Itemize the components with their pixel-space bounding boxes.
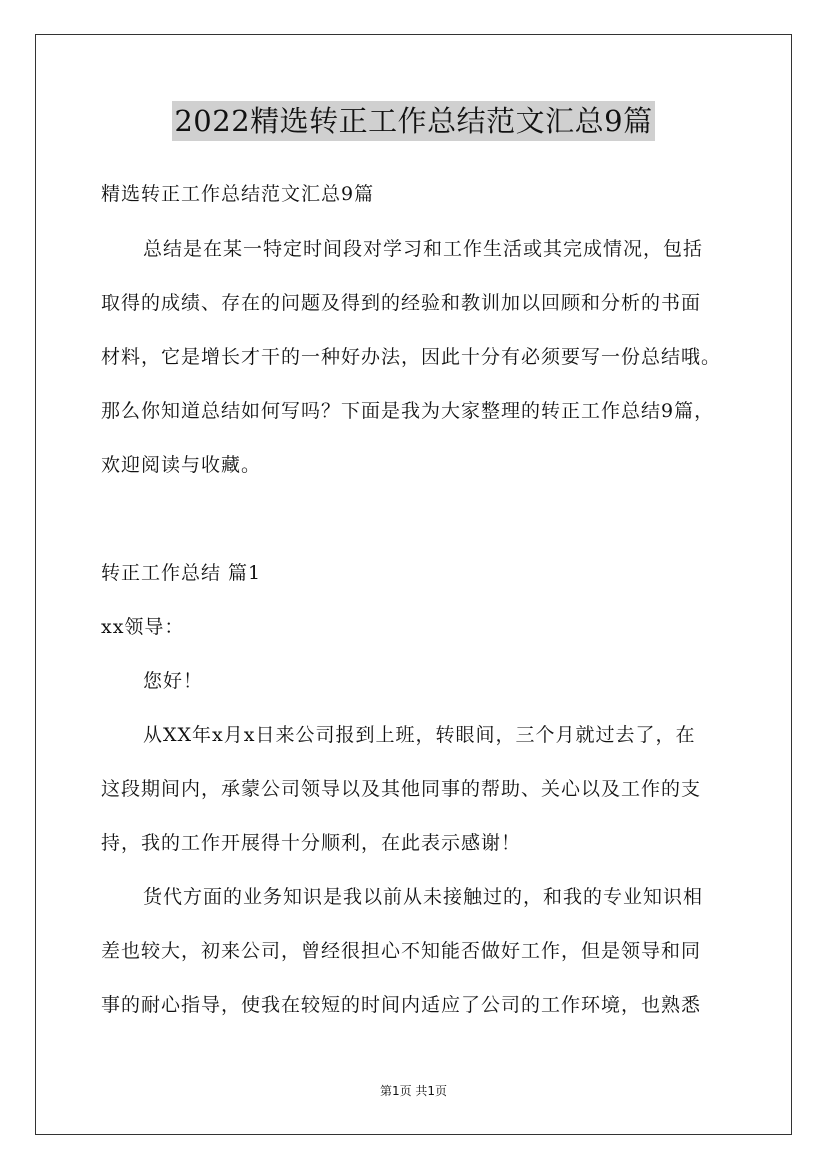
intro-line: 欢迎阅读与收藏。 [101, 454, 262, 476]
body-line: 货代方面的业务知识是我以前从未接触过的，和我的专业知识相 [143, 886, 704, 908]
section-heading: 转正工作总结 篇1 [101, 562, 262, 584]
document-subtitle: 精选转正工作总结范文汇总9篇 [101, 183, 375, 205]
intro-line: 总结是在某一特定时间段对学习和工作生活或其完成情况，包括 [143, 238, 704, 260]
intro-line: 那么你知道总结如何写吗？下面是我为大家整理的转正工作总结9篇， [101, 400, 715, 422]
body-line: 事的耐心指导，使我在较短的时间内适应了公司的工作环境，也熟悉 [101, 994, 702, 1016]
intro-line: 取得的成绩、存在的问题及得到的经验和教训加以回顾和分析的书面 [101, 292, 702, 314]
document-title: 2022精选转正工作总结范文汇总9篇 [172, 101, 654, 141]
page-footer: 第1页 共1页 [379, 1084, 448, 1098]
greeting: 您好！ [143, 670, 204, 692]
body-line: 差也较大，初来公司，曾经很担心不知能否做好工作，但是领导和同 [101, 940, 702, 962]
title-container [0, 101, 827, 141]
body-line: 持，我的工作开展得十分顺利，在此表示感谢！ [101, 832, 522, 854]
body-line: 这段期间内，承蒙公司领导以及其他同事的帮助、关心以及工作的支 [101, 778, 702, 800]
intro-line: 材料，它是增长才干的一种好办法，因此十分有必须要写一份总结哦。 [101, 346, 722, 368]
body-line: 从XX年x月x日来公司报到上班，转眼间，三个月就过去了，在 [143, 724, 696, 746]
salutation: xx领导： [101, 616, 185, 638]
